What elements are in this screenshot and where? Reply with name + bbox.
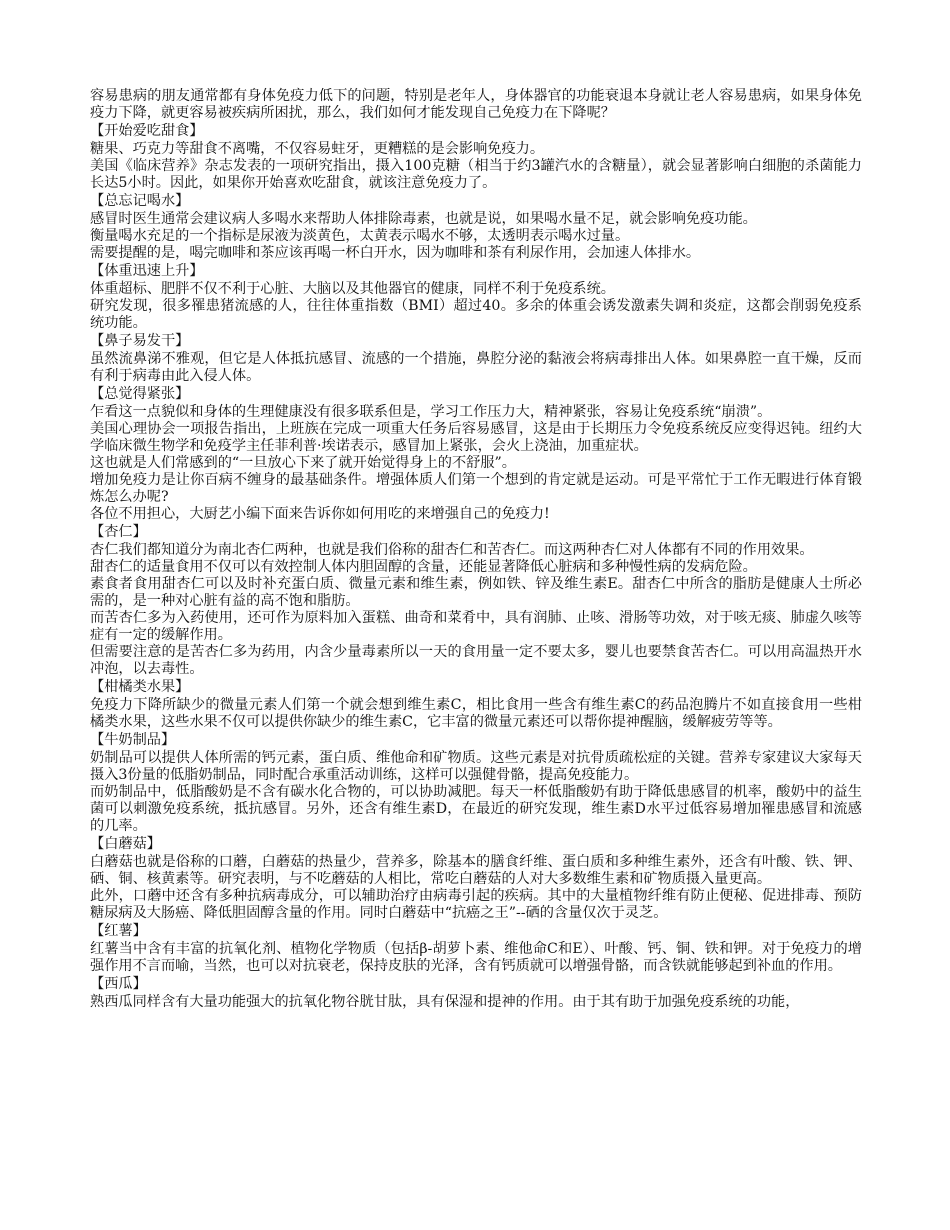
section-heading: 【牛奶制品】 xyxy=(90,732,176,748)
paragraph: 各位不用担心，大厨艺小编下面来告诉你如何用吃的来增强自己的免疫力! xyxy=(90,506,550,522)
section-heading: 【柑橘类水果】 xyxy=(90,679,190,695)
paragraph: 衡量喝水充足的一个指标是尿液为淡黄色，太黄表示喝水不够，太透明表示喝水过量。 xyxy=(90,228,630,244)
paragraph: 杏仁我们都知道分为南北杏仁两种，也就是我们俗称的甜杏仁和苦杏仁。而这两种杏仁对人体都有不同的作用效果。 xyxy=(90,542,814,558)
section-heading: 【鼻子易发干】 xyxy=(90,333,190,349)
paragraph: 免疫力下降所缺少的微量元素人们第一个就会想到维生素C，相比食用一些含有维生素C的药品泡腾片不如直接食用一些柑橘类水果，这些水果不仅可以提供你缺少的维生素C，它丰富的微量元素还可以帮你提神醒脑，缓解疲劳等等。 xyxy=(90,697,862,730)
paragraph: 美国心理协会一项报告指出，上班族在完成一项重大任务后容易感冒，这是由于长期压力令免疫系统反应变得迟钝。纽约大学临床微生物学和免疫学主任菲利普·埃诺表示，感冒加上紧张，会火上浇油，加重症状。 xyxy=(90,421,862,454)
section-heading: 【体重迅速上升】 xyxy=(90,263,204,279)
paragraph: 红薯当中含有丰富的抗氧化剂、植物化学物质（包括β-胡萝卜素、维他命C和E）、叶酸、钙、铜、铁和钾。对于免疫力的增强作用不言而喻，当然，也可以对抗衰老，保持皮肤的光泽，含有钙质就可以增强骨骼，而含铁就能够起到补血的作用。 xyxy=(90,941,862,974)
section-heading: 【西瓜】 xyxy=(90,976,147,992)
paragraph: 容易患病的朋友通常都有身体免疫力低下的问题，特别是老年人，身体器官的功能衰退本身就让老人容易患病，如果身体免疫力下降，就更容易被疾病所困扰，那么，我们如何才能发现自己免疫力在下降呢？ xyxy=(90,88,862,121)
paragraph: 增加免疫力是让你百病不缠身的最基础条件。增强体质人们第一个想到的肯定就是运动。可是平常忙于工作无暇进行体育锻炼怎么办呢? xyxy=(90,472,862,505)
paragraph: 研究发现，很多罹患猪流感的人，往往体重指数（BMI）超过40。多余的体重会诱发激素失调和炎症，这都会削弱免疫系统功能。 xyxy=(90,298,862,331)
paragraph: 奶制品可以提供人体所需的钙元素，蛋白质、维他命和矿物质。这些元素是对抗骨质疏松症的关键。营养专家建议大家每天摄入3份量的低脂奶制品，同时配合承重活动训练，这样可以强健骨骼，提高免疫能力。 xyxy=(90,750,862,783)
paragraph: 感冒时医生通常会建议病人多喝水来帮助人体排除毒素，也就是说，如果喝水量不足，就会影响免疫功能。 xyxy=(90,211,757,227)
paragraph: 糖果、巧克力等甜食不离嘴，不仅容易蛀牙，更糟糕的是会影响免疫力。 xyxy=(90,141,545,157)
section-heading: 【总觉得紧张】 xyxy=(90,386,190,402)
paragraph: 熟西瓜同样含有大量功能强大的抗氧化物谷胱甘肽，具有保湿和提神的作用。由于其有助于加强免疫系统的功能， xyxy=(90,994,800,1010)
document-page xyxy=(90,88,862,1011)
paragraph: 而苦杏仁多为入药使用，还可作为原料加入蛋糕、曲奇和菜肴中，具有润肺、止咳、滑肠等功效，对于咳无痰、肺虚久咳等症有一定的缓解作用。 xyxy=(90,610,862,643)
paragraph: 甜杏仁的适量食用不仅可以有效控制人体内胆固醇的含量，还能显著降低心脏病和多种慢性病的发病危险。 xyxy=(90,559,757,575)
paragraph: 虽然流鼻涕不雅观，但它是人体抵抗感冒、流感的一个措施，鼻腔分泌的黏液会将病毒排出人体。如果鼻腔一直干燥，反而有利于病毒由此入侵人体。 xyxy=(90,351,862,384)
paragraph: 而奶制品中，低脂酸奶是不含有碳水化合物的，可以协助减肥。每天一杯低脂酸奶有助于降低患感冒的机率，酸奶中的益生菌可以刺激免疫系统，抵抗感冒。另外，还含有维生素D，在最近的研究发现，维生素D水平过低容易增加罹患感冒和流感的几率。 xyxy=(90,784,862,834)
paragraph: 乍看这一点貌似和身体的生理健康没有很多联系但是，学习工作压力大，精神紧张，容易让免疫系统“崩溃”。 xyxy=(90,404,772,420)
section-heading: 【总忘记喝水】 xyxy=(90,193,190,209)
section-heading: 【杏仁】 xyxy=(90,524,147,540)
section-heading: 【开始爱吃甜食】 xyxy=(90,123,204,139)
paragraph: 但需要注意的是苦杏仁多为药用，内含少量毒素所以一天的食用量一定不要太多，婴儿也要禁食苦杏仁。可以用高温热开水冲泡，以去毒性。 xyxy=(90,644,862,677)
paragraph: 这也就是人们常感到的“一旦放心下来了就开始觉得身上的不舒服”。 xyxy=(90,455,516,471)
paragraph: 素食者食用甜杏仁可以及时补充蛋白质、微量元素和维生素，例如铁、锌及维生素E。甜杏仁中所含的脂肪是健康人士所必需的，是一种对心脏有益的高不饱和脂肪。 xyxy=(90,576,862,609)
paragraph: 需要提醒的是，喝完咖啡和茶应该再喝一杯白开水，因为咖啡和茶有利尿作用，会加速人体排水。 xyxy=(90,245,701,261)
section-heading: 【白蘑菇】 xyxy=(90,836,161,852)
paragraph: 此外，口蘑中还含有多种抗病毒成分，可以辅助治疗由病毒引起的疾病。其中的大量植物纤维有防止便秘、促进排毒、预防糖尿病及大肠癌、降低胆固醇含量的作用。同时白蘑菇中“抗癌之王”--硒的含量仅次于灵芝。 xyxy=(90,888,862,921)
section-heading: 【红薯】 xyxy=(90,923,147,939)
paragraph: 美国《临床营养》杂志发表的一项研究指出，摄入100克糖（相当于约3罐汽水的含糖量），就会显著影响白细胞的杀菌能力长达5小时。因此，如果你开始喜欢吃甜食，就该注意免疫力了。 xyxy=(90,158,862,191)
paragraph: 白蘑菇也就是俗称的口蘑，白蘑菇的热量少，营养多，除基本的膳食纤维、蛋白质和多种维生素外，还含有叶酸、铁、钾、硒、铜、核黄素等。研究表明，与不吃蘑菇的人相比，常吃白蘑菇的人对大多数维生素和矿物质摄入量更高。 xyxy=(90,854,862,887)
paragraph: 体重超标、肥胖不仅不利于心脏、大脑以及其他器官的健康，同样不利于免疫系统。 xyxy=(90,281,615,297)
